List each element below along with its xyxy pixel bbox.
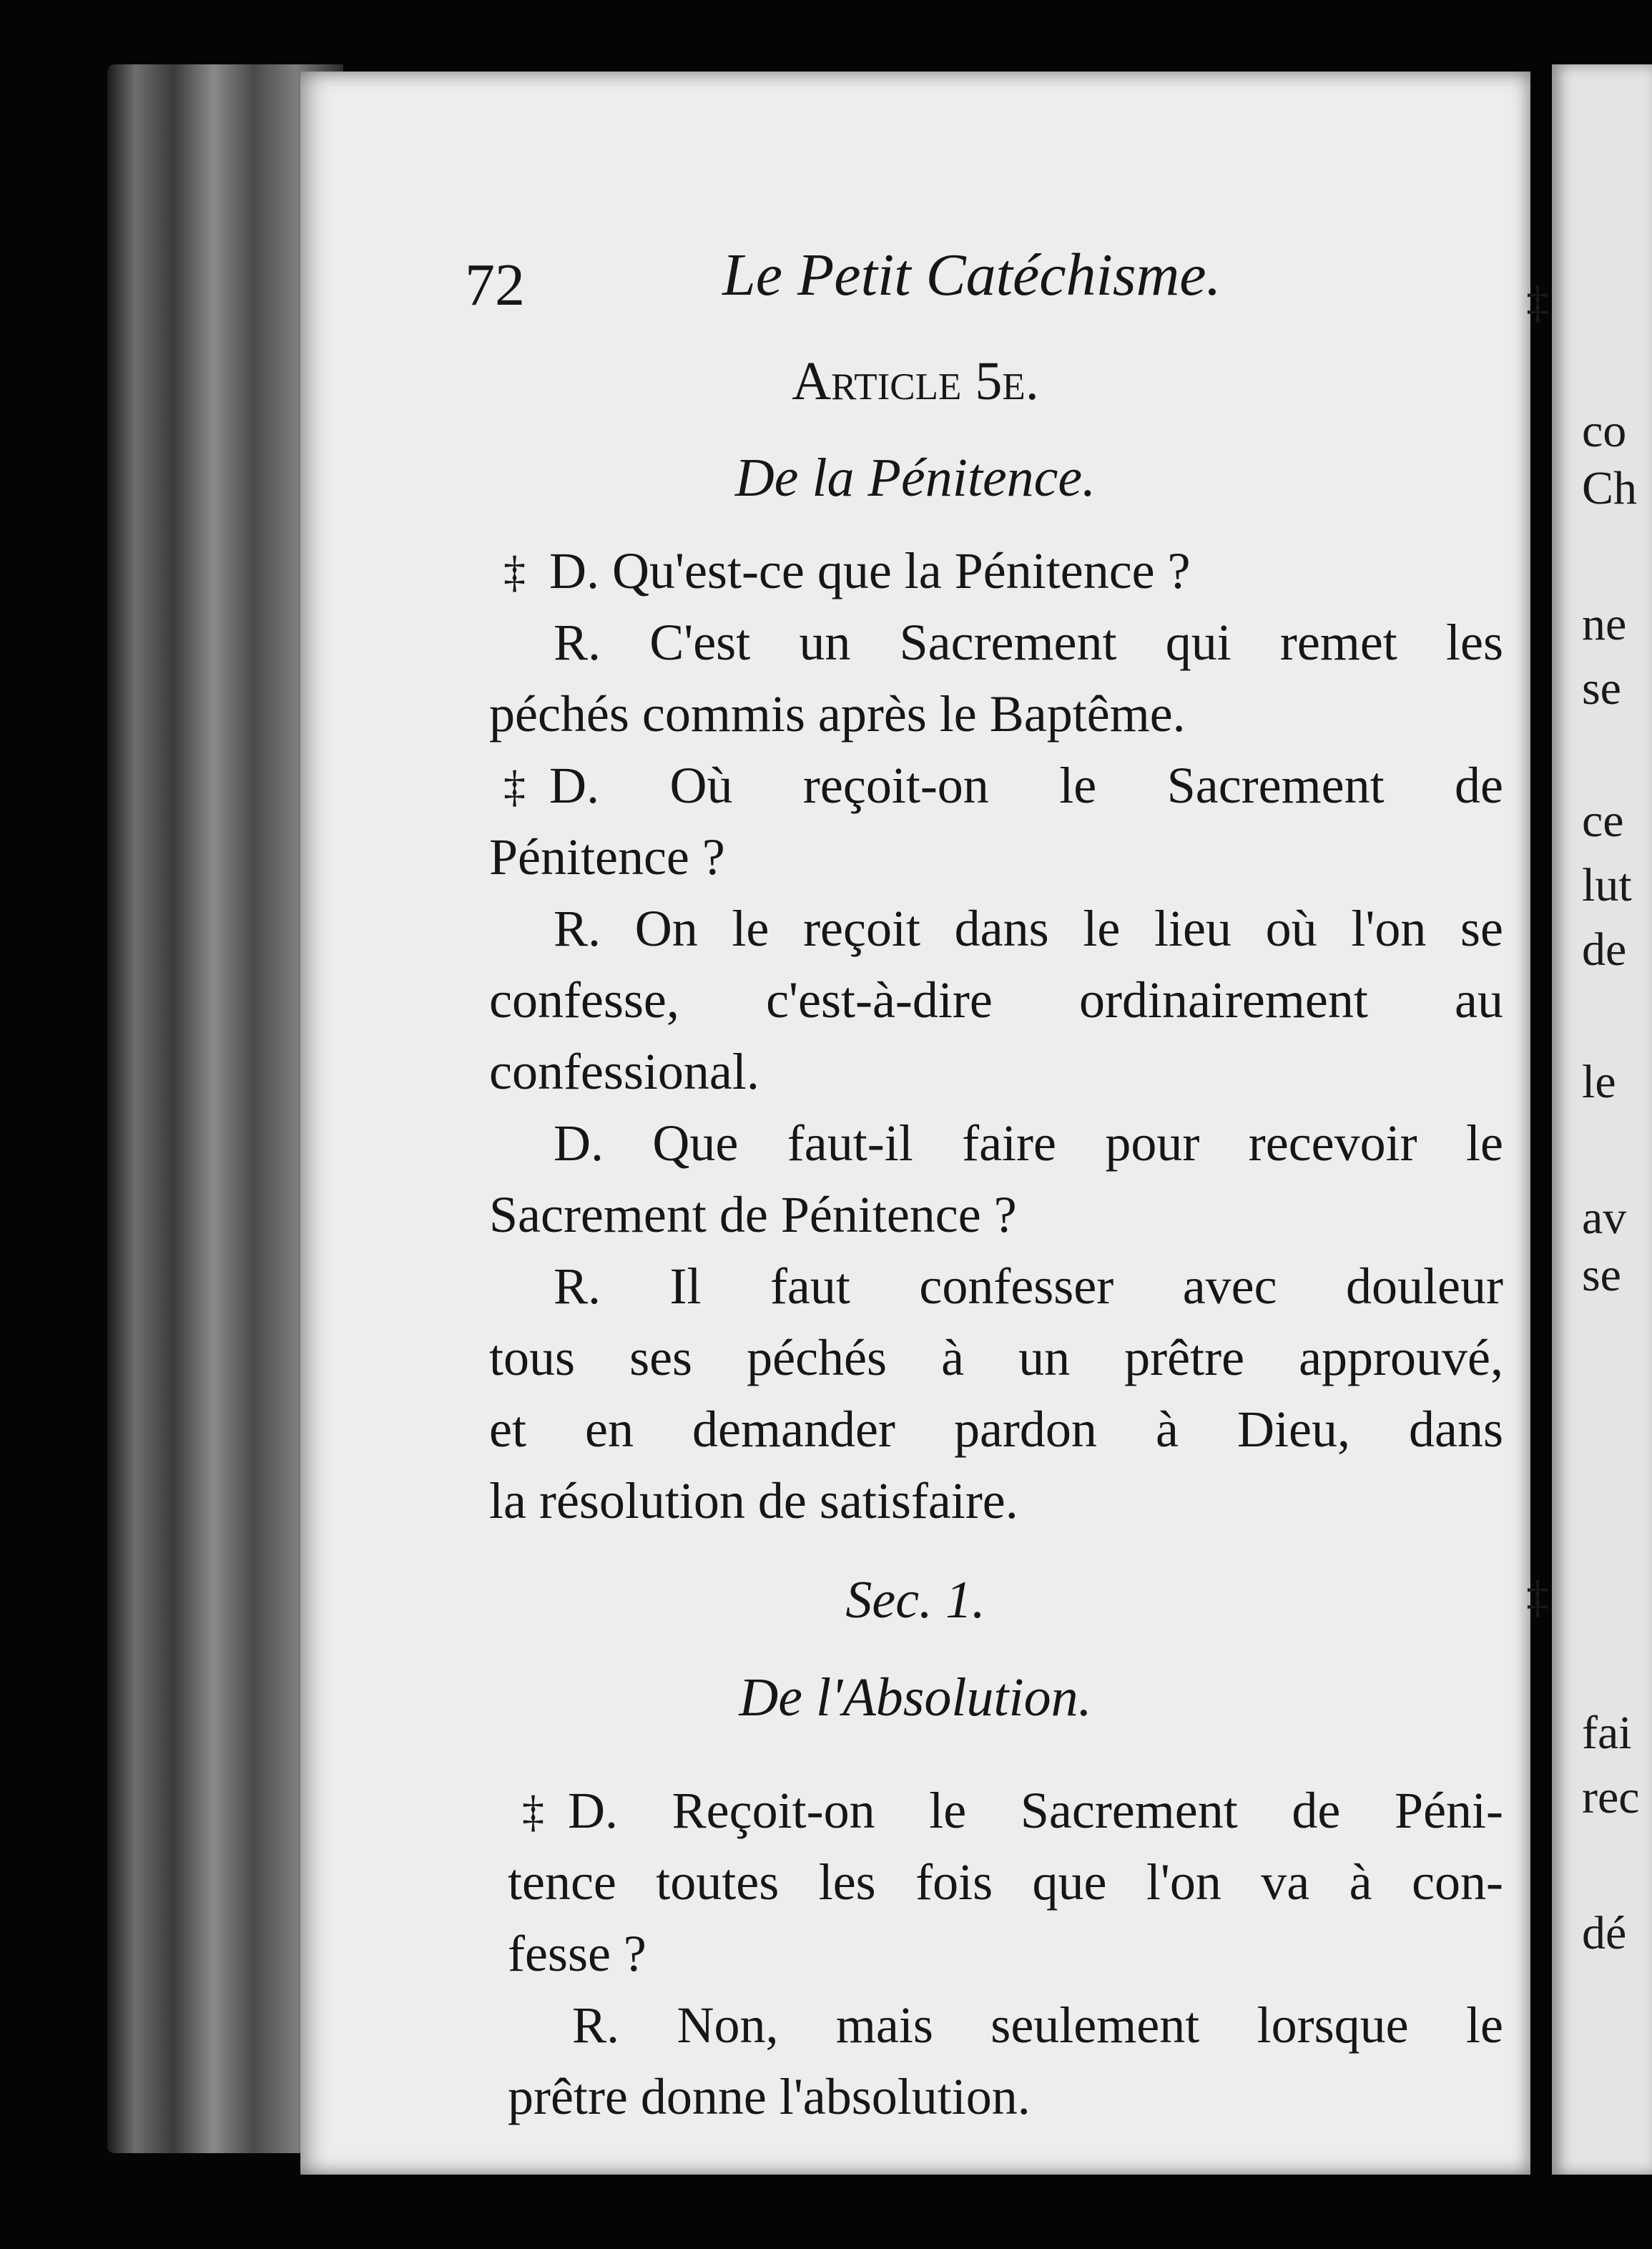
sec-heading: Sec. 1. <box>845 1571 985 1630</box>
question-line: Sacrement de Pénitence ? <box>489 1186 1017 1243</box>
answer-line: R. C'est un Sacrement qui remet les <box>554 614 1503 671</box>
question-line: ‡ D. Où reçoit-on le Sacrement de <box>503 757 1503 814</box>
next-page-fragment: dé <box>1582 1907 1627 1959</box>
question-line: D. Que faut-il faire pour recevoir le <box>554 1114 1503 1172</box>
next-page-edge <box>1526 64 1652 2175</box>
next-page-fragment: Ch <box>1582 462 1638 514</box>
answer-line: R. Non, mais seulement lorsque le <box>572 1996 1503 2054</box>
section-title: De la Pénitence. <box>734 448 1096 508</box>
next-page-fragment: lut <box>1582 859 1632 911</box>
answer-line: R. On le reçoit dans le lieu où l'on se <box>554 900 1503 957</box>
next-page-fragment: le <box>1582 1056 1616 1108</box>
double-dagger-icon: ‡ <box>503 548 526 597</box>
running-head: Le Petit Catéchisme. <box>722 242 1221 308</box>
question-line: ‡ D. Qu'est-ce que la Pénitence ? <box>503 542 1191 599</box>
answer-line: confesse, c'est-à-dire ordinairement au <box>489 971 1503 1029</box>
answer-line: tous ses péchés à un prêtre approuvé, <box>489 1329 1503 1386</box>
next-page-fragment: de <box>1582 923 1627 976</box>
double-dagger-icon: ‡ <box>1526 276 1549 327</box>
next-page-fragment: se <box>1582 1249 1621 1301</box>
sec-title: De l'Absolution. <box>739 1667 1092 1728</box>
page-number: 72 <box>465 252 525 318</box>
answer-line: prêtre donne l'absolution. <box>508 2068 1031 2125</box>
answer-line: péchés commis après le Baptême. <box>489 685 1186 743</box>
answer-line: la résolution de satisfaire. <box>489 1472 1018 1529</box>
next-page-fragment: co <box>1582 405 1627 457</box>
question-line: ‡ D. Reçoit-on le Sacrement de Péni- <box>522 1782 1503 1839</box>
double-dagger-icon: ‡ <box>1526 1571 1549 1622</box>
next-page-fragment: ne <box>1582 598 1627 650</box>
book-page <box>300 72 1530 2175</box>
question-line: tence toutes les fois que l'on va à con- <box>508 1853 1503 1911</box>
question-line: Pénitence ? <box>489 828 725 886</box>
next-page-fragment: se <box>1582 662 1621 715</box>
question-line: fesse ? <box>508 1925 646 1982</box>
next-page-fragment: rec <box>1582 1771 1640 1823</box>
answer-line: R. Il faut confesser avec douleur <box>554 1258 1503 1315</box>
answer-line: et en demander pardon à Dieu, dans <box>489 1401 1503 1458</box>
next-page-fragment: fai <box>1582 1707 1632 1759</box>
next-page-fragment: ce <box>1582 795 1624 847</box>
double-dagger-icon: ‡ <box>503 763 526 811</box>
double-dagger-icon: ‡ <box>522 1788 544 1836</box>
article-heading: Article 5e. <box>792 351 1039 411</box>
answer-line: confessional. <box>489 1043 759 1100</box>
next-page-fragment: av <box>1582 1192 1627 1244</box>
